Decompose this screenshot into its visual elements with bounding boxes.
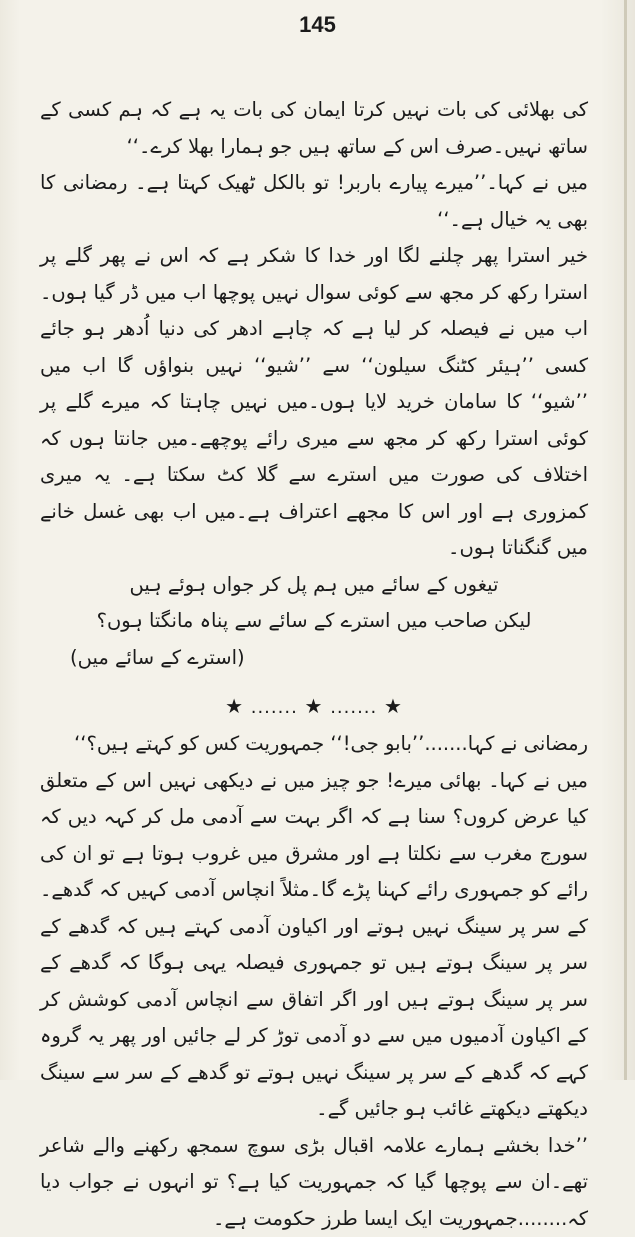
verse-reference: (استرے کے سائے میں) bbox=[40, 640, 588, 677]
page-edge bbox=[624, 0, 627, 1080]
paragraph-4: رمضانی نے کہا.......’’بابو جی!‘‘ جمہوریت کس کو کہتے ہیں؟‘‘ bbox=[40, 726, 588, 763]
divider-dots: ....... bbox=[330, 697, 377, 718]
verse-line-2: لیکن صاحب میں استرے کے سائے سے پناہ مانگتا ہوں؟ bbox=[40, 603, 588, 640]
paragraph-3: خیر استرا پھر چلنے لگا اور خدا کا شکر ہے کہ اس نے پھر گلے پر استرا رکھ کر مجھ سے کوئی سوال نہیں پوچھا اب میں ڈر گیا ہوں۔اب میں نے فیصلہ کر لیا ہے کہ چاہے ادھر کی دنیا اُدھر ہو جائے کسی ’’ہیئر کٹنگ سیلون‘‘ سے ’’شیو‘‘ نہیں بنواؤں گا اب میں ’’شیو‘‘ کا سامان خرید لایا ہوں۔میں نہیں چاہتا کہ میرے گلے پر کوئی استرا رکھ کر مجھ سے میری رائے پوچھے۔میں جانتا ہوں کہ اختلاف کی صورت میں استرے سے گلا کٹ سکتا ہے۔ یہ میری کمزوری ہے اور اس کا مجھے اعتراف ہے۔میں اب بھی غسل خانے میں گنگناتا ہوں۔ bbox=[40, 238, 588, 567]
verse-line-1: تیغوں کے سائے میں ہم پل کر جواں ہوئے ہیں bbox=[40, 567, 588, 604]
section-divider bbox=[40, 688, 588, 722]
star-icon: ★ bbox=[384, 694, 403, 718]
page-number: 145 bbox=[0, 12, 635, 38]
page-body bbox=[40, 92, 588, 1237]
star-icon: ★ bbox=[225, 694, 244, 718]
divider-dots: ....... bbox=[251, 697, 298, 718]
paragraph-1: کی بھلائی کی بات نہیں کرتا ایمان کی بات یہ ہے کہ ہم کسی کے ساتھ نہیں۔صرف اس کے ساتھ ہیں جو ہمارا بھلا کرے۔‘‘ bbox=[40, 92, 588, 165]
star-icon: ★ bbox=[305, 694, 324, 718]
paragraph-6: ’’خدا بخشے ہمارے علامہ اقبال بڑی سوچ سمجھ رکھنے والے شاعر تھے۔ان سے پوچھا گیا کہ جمہوریت کیا ہے؟ تو انہوں نے جواب دیا کہ........جمہوریت ایک ایسا طرز حکومت ہے۔ bbox=[40, 1128, 588, 1237]
paragraph-5: میں نے کہا۔ بھائی میرے! جو چیز میں نے دیکھی نہیں اس کے متعلق کیا عرض کروں؟ سنا ہے کہ اگر بہت سے آدمی مل کر کہہ دیں کہ سورج مغرب سے نکلتا ہے اور مشرق میں غروب ہوتا ہے تو ان کی رائے کو جمہوری رائے کہنا پڑے گا۔مثلاً انچاس آدمی کہیں کہ گدھے۔کے سر پر سینگ نہیں ہوتے اور اکیاون آدمی کہتے ہیں کہ گدھے کے سر پر سینگ ہوتے ہیں تو جمہوری فیصلہ یہی ہوگا کہ گدھے کے سر پر سینگ ہوتے ہیں اور اگر اتفاق سے انچاس آدمی کوشش کر کے اکیاون آدمیوں میں سے دو آدمی توڑ کر لے جائیں اور پھر یہ گروہ کہے کہ گدھے کے سر پر سینگ نہیں ہوتے تو گدھے کے سر سے سینگ دیکھتے دیکھتے غائب ہو جائیں گے۔ bbox=[40, 763, 588, 1128]
paragraph-2: میں نے کہا۔’’میرے پیارے باربر! تو بالکل ٹھیک کہتا ہے۔ رمضانی کا بھی یہ خیال ہے۔‘‘ bbox=[40, 165, 588, 238]
